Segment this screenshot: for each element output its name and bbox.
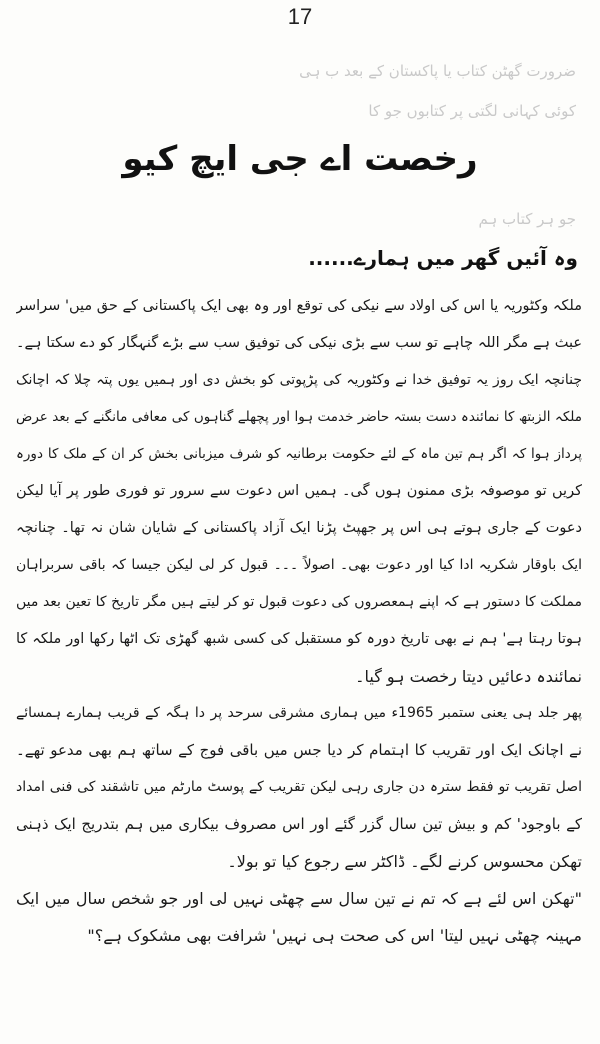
show-through-text: کوئی کہانی لگتی پر کتابوں جو کا	[368, 102, 576, 120]
text-line: ملکہ وکٹوریہ یا اس کی اولاد سے نیکی کی توقع اور وہ بھی ایک پاکستانی کے حق میں' سراسر	[16, 298, 582, 314]
text-line: ہوتا رہتا ہے' ہم نے بھی تاریخ دورہ کو مستقبل کی کسی شبھ گھڑی تک اٹھا رکھا اور ملکہ کا	[16, 631, 582, 647]
section-subheading: وہ آئیں گھر میں ہمارے......	[308, 246, 578, 270]
text-line: پرداز ہوا کہ اگر ہم تین ماہ کے لئے حکومت برطانیہ کو شرف میزبانی بخش کر ان کے ملک کا دورہ	[16, 446, 582, 462]
text-line: مملکت کا دستور ہے کہ اپنے ہمعصروں کی دعوت قبول تو کر لیتے ہیں مگر تاریخ کا تعین بعد میں	[16, 594, 582, 610]
text-line: چنانچہ ایک روز یہ توفیق خدا نے وکٹوریہ کی پڑپوتی کو بخش دی اور ہمیں یوں پتہ چلا کہ اچانک	[16, 372, 582, 388]
text-line: "تھکن اس لئے ہے کہ تم نے تین سال سے چھٹی نہیں لی اور جو شخص سال میں ایک	[16, 889, 582, 908]
body-text	[16, 288, 582, 954]
show-through-text: ضرورت گھٹن کتاب یا پاکستان کے بعد ب ہی	[299, 62, 576, 80]
text-line: کے باوجود' کم و بیش تین سال گزر گئے اور اس مصروف بیکاری میں ہم بتدریج ایک ذہنی	[16, 815, 582, 833]
text-line: عبث ہے مگر اللہ چاہے تو سب سے بڑی نیکی کی توفیق سب سے بڑے گنہگار کو دے سکتا ہے۔	[16, 335, 582, 351]
text-line: پھر جلد ہی یعنی ستمبر 1965ء میں ہماری مشرقی سرحد پر دا ہگہ کے قریب ہمارے ہمسائے	[16, 705, 582, 721]
page-number: 17	[287, 4, 313, 29]
text-line: ملکہ الزبتھ کا نمائندہ دست بستہ حاضر خدمت ہوا اور پچھلے گناہوں کی معافی مانگنے کے بعد عرض	[16, 409, 582, 425]
text-line: اصل تقریب تو فقط سترہ دن جاری رہی لیکن تقریب کے پوسٹ مارٹم میں تاشقند کی فنی امداد	[16, 779, 582, 795]
show-through-text: جو ہر کتاب ہم	[478, 210, 576, 228]
text-line: دعوت کے جاری ہوتے ہی اس پر جھپٹ پڑنا ایک آزاد پاکستانی کے شایان شان نہ تھا۔ چنانچہ	[16, 520, 582, 536]
text-line: ایک باوقار شکریہ ادا کیا اور دعوت بھی۔ اصولاً ۔۔۔ قبول کر لی لیکن جیسا کہ باقی سربراہان	[16, 557, 582, 573]
text-line: نمائندہ دعائیں دیتا رخصت ہو گیا۔	[355, 667, 582, 686]
text-line: نے اچانک ایک اور تقریب کا اہتمام کر دیا جس میں باقی فوج کے ساتھ ہم بھی مدعو تھے۔	[16, 741, 582, 759]
text-line: کریں تو موصوفہ بڑی ممنون ہوں گی۔ ہمیں اس دعوت سے سرور تو فوری طور پر آیا لیکن	[16, 483, 582, 499]
text-line: مہینہ چھٹی نہیں لیتا' اس کی صحت ہی نہیں' شرافت بھی مشکوک ہے؟"	[87, 926, 582, 945]
text-line: تھکن محسوس کرنے لگے۔ ڈاکٹر سے رجوع کیا تو بولا۔	[227, 852, 582, 871]
chapter-title: رخصت اے جی ایچ کیو	[122, 139, 478, 179]
